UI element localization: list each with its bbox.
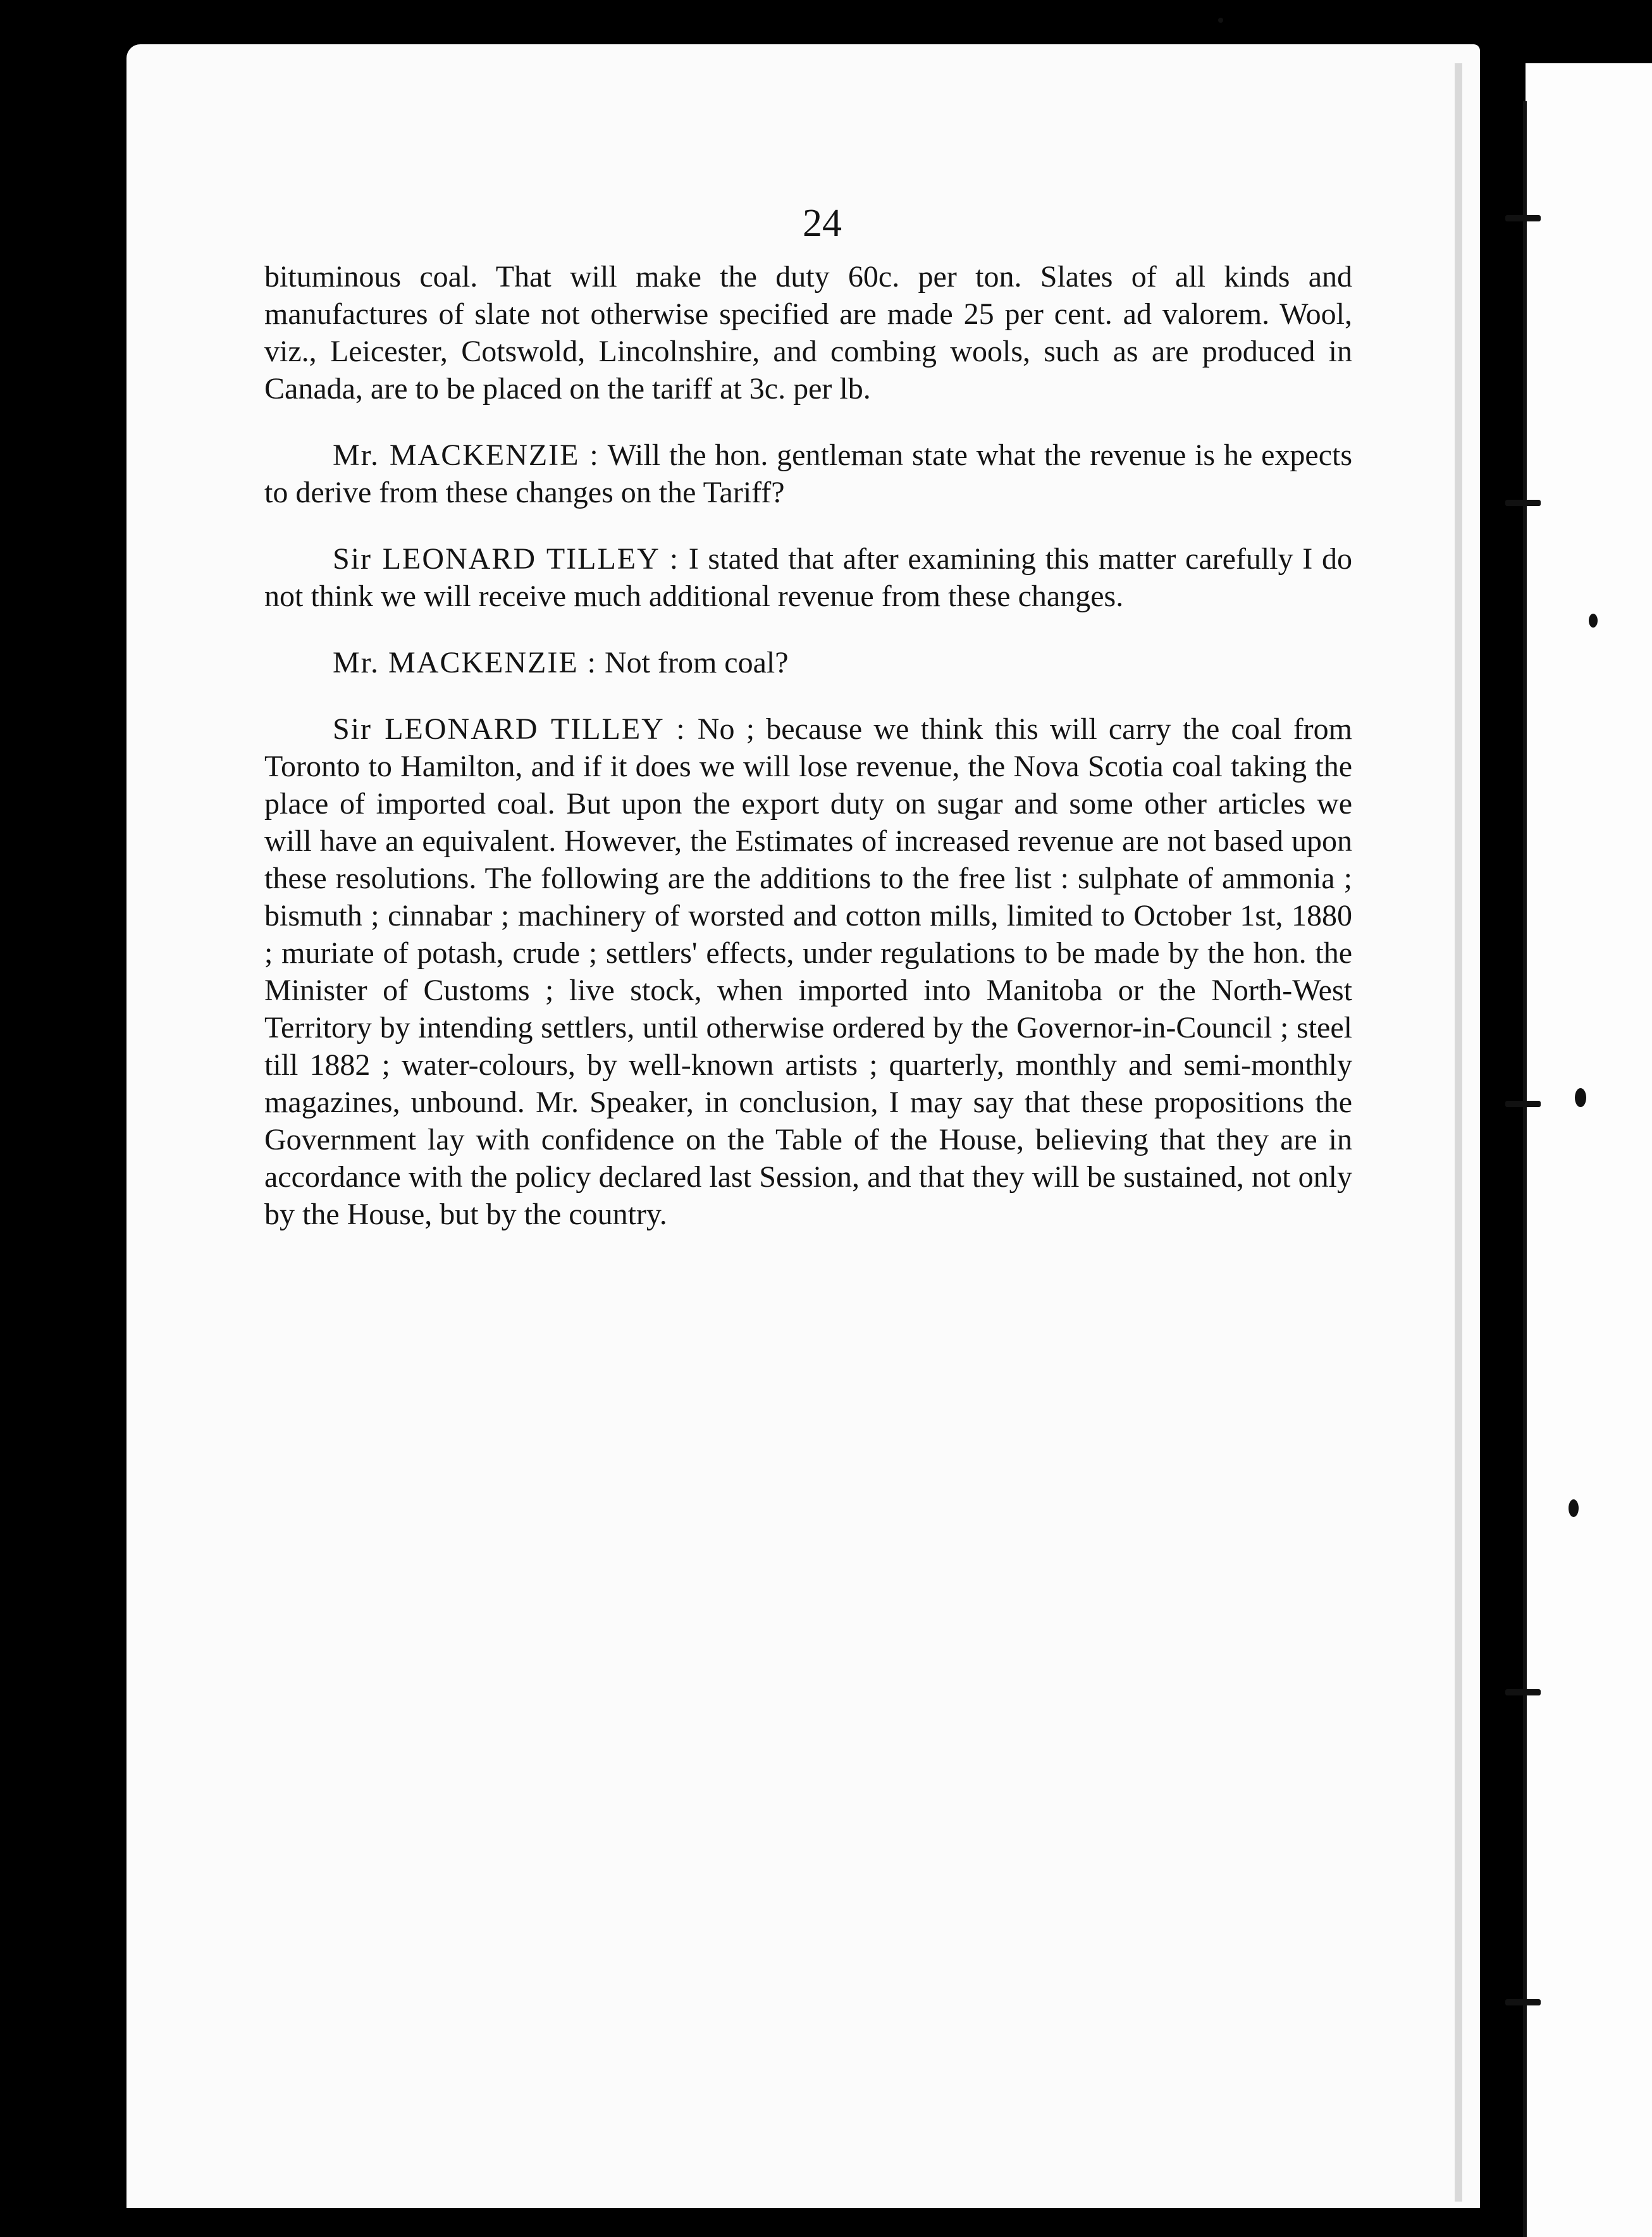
paragraph [264,437,1352,511]
binding-stitch [1505,1999,1541,2005]
paragraph-text: I stated that after examining this matter carefully I do not think we will receive much additional revenue from these changes. [264,542,1352,613]
speaker-name: Mr. MACKENZIE : [333,646,597,679]
scan-speck [1218,18,1223,23]
page-number: 24 [803,202,842,245]
scan-speck [1569,1499,1579,1517]
paragraph [264,540,1352,615]
scan-speck [1589,614,1598,628]
body-text [264,258,1352,1262]
speaker-name: Sir LEONARD TILLEY : [333,542,680,576]
speaker-name: Sir LEONARD TILLEY : [333,712,686,746]
paragraph [264,644,1352,681]
scan-speck [1575,1088,1586,1107]
paragraph-text: No ; because we think this will carry the coal from Toronto to Hamilton, and if it does we will lose revenue, the Nova Scotia coal taking the place of imported coal. But upon the export duty on sugar and some other articles we will have an equivalent. However, the Estimates of increased revenue are not based upon these resolutions. The following are the additions to the free list : sulphate of ammonia ; bismuth ; cinnabar ; machinery of worsted and cotton mills, limited to October 1st, 1880 ; muriate of potash, crude ; settlers' effects, under regulations to be made by the hon. the Minister of Customs ; live stock, when imported into Manitoba or the North-West Territory by intending settlers, until otherwise ordered by the Governor-in-Council ; steel till 1882 ; water-colours, by well-known artists ; quarterly, monthly and semi-monthly magazines, unbound. Mr. Speaker, in conclusion, I may say that these propositions the Government lay with confidence on the Table of the House, believing that they are in accordance with the policy declared last Session, and that they will be sustained, not only by the House, but by the country. [264,712,1352,1231]
binding-stitch [1505,500,1541,506]
paragraph-text: Will the hon. gentleman state what the revenue is he expects to derive from these changes on the Tariff? [264,438,1353,509]
binding-stitch [1505,1689,1541,1695]
adjacent-page-sliver [1526,63,1652,2237]
paragraph [264,710,1352,1233]
page-edge [1455,63,1462,2202]
paragraph-text: Not from coal? [596,646,789,679]
paragraph-text: bituminous coal. That will make the duty 60c. per ton. Slates of all kinds and manufactures of slate not otherwise specified are made 25 per cent. ad valorem. Wool, viz., Leicester, Cotswold, Lincolnshire, and combing wools, such as are produced in Canada, are to be placed on the tariff at 3c. per lb. [264,260,1352,406]
binding-stitch-line [1523,101,1527,2237]
speaker-name: Mr. MACKENZIE : [333,438,600,472]
binding-stitch [1505,215,1541,221]
paragraph [264,258,1352,407]
binding-stitch [1505,1101,1541,1107]
